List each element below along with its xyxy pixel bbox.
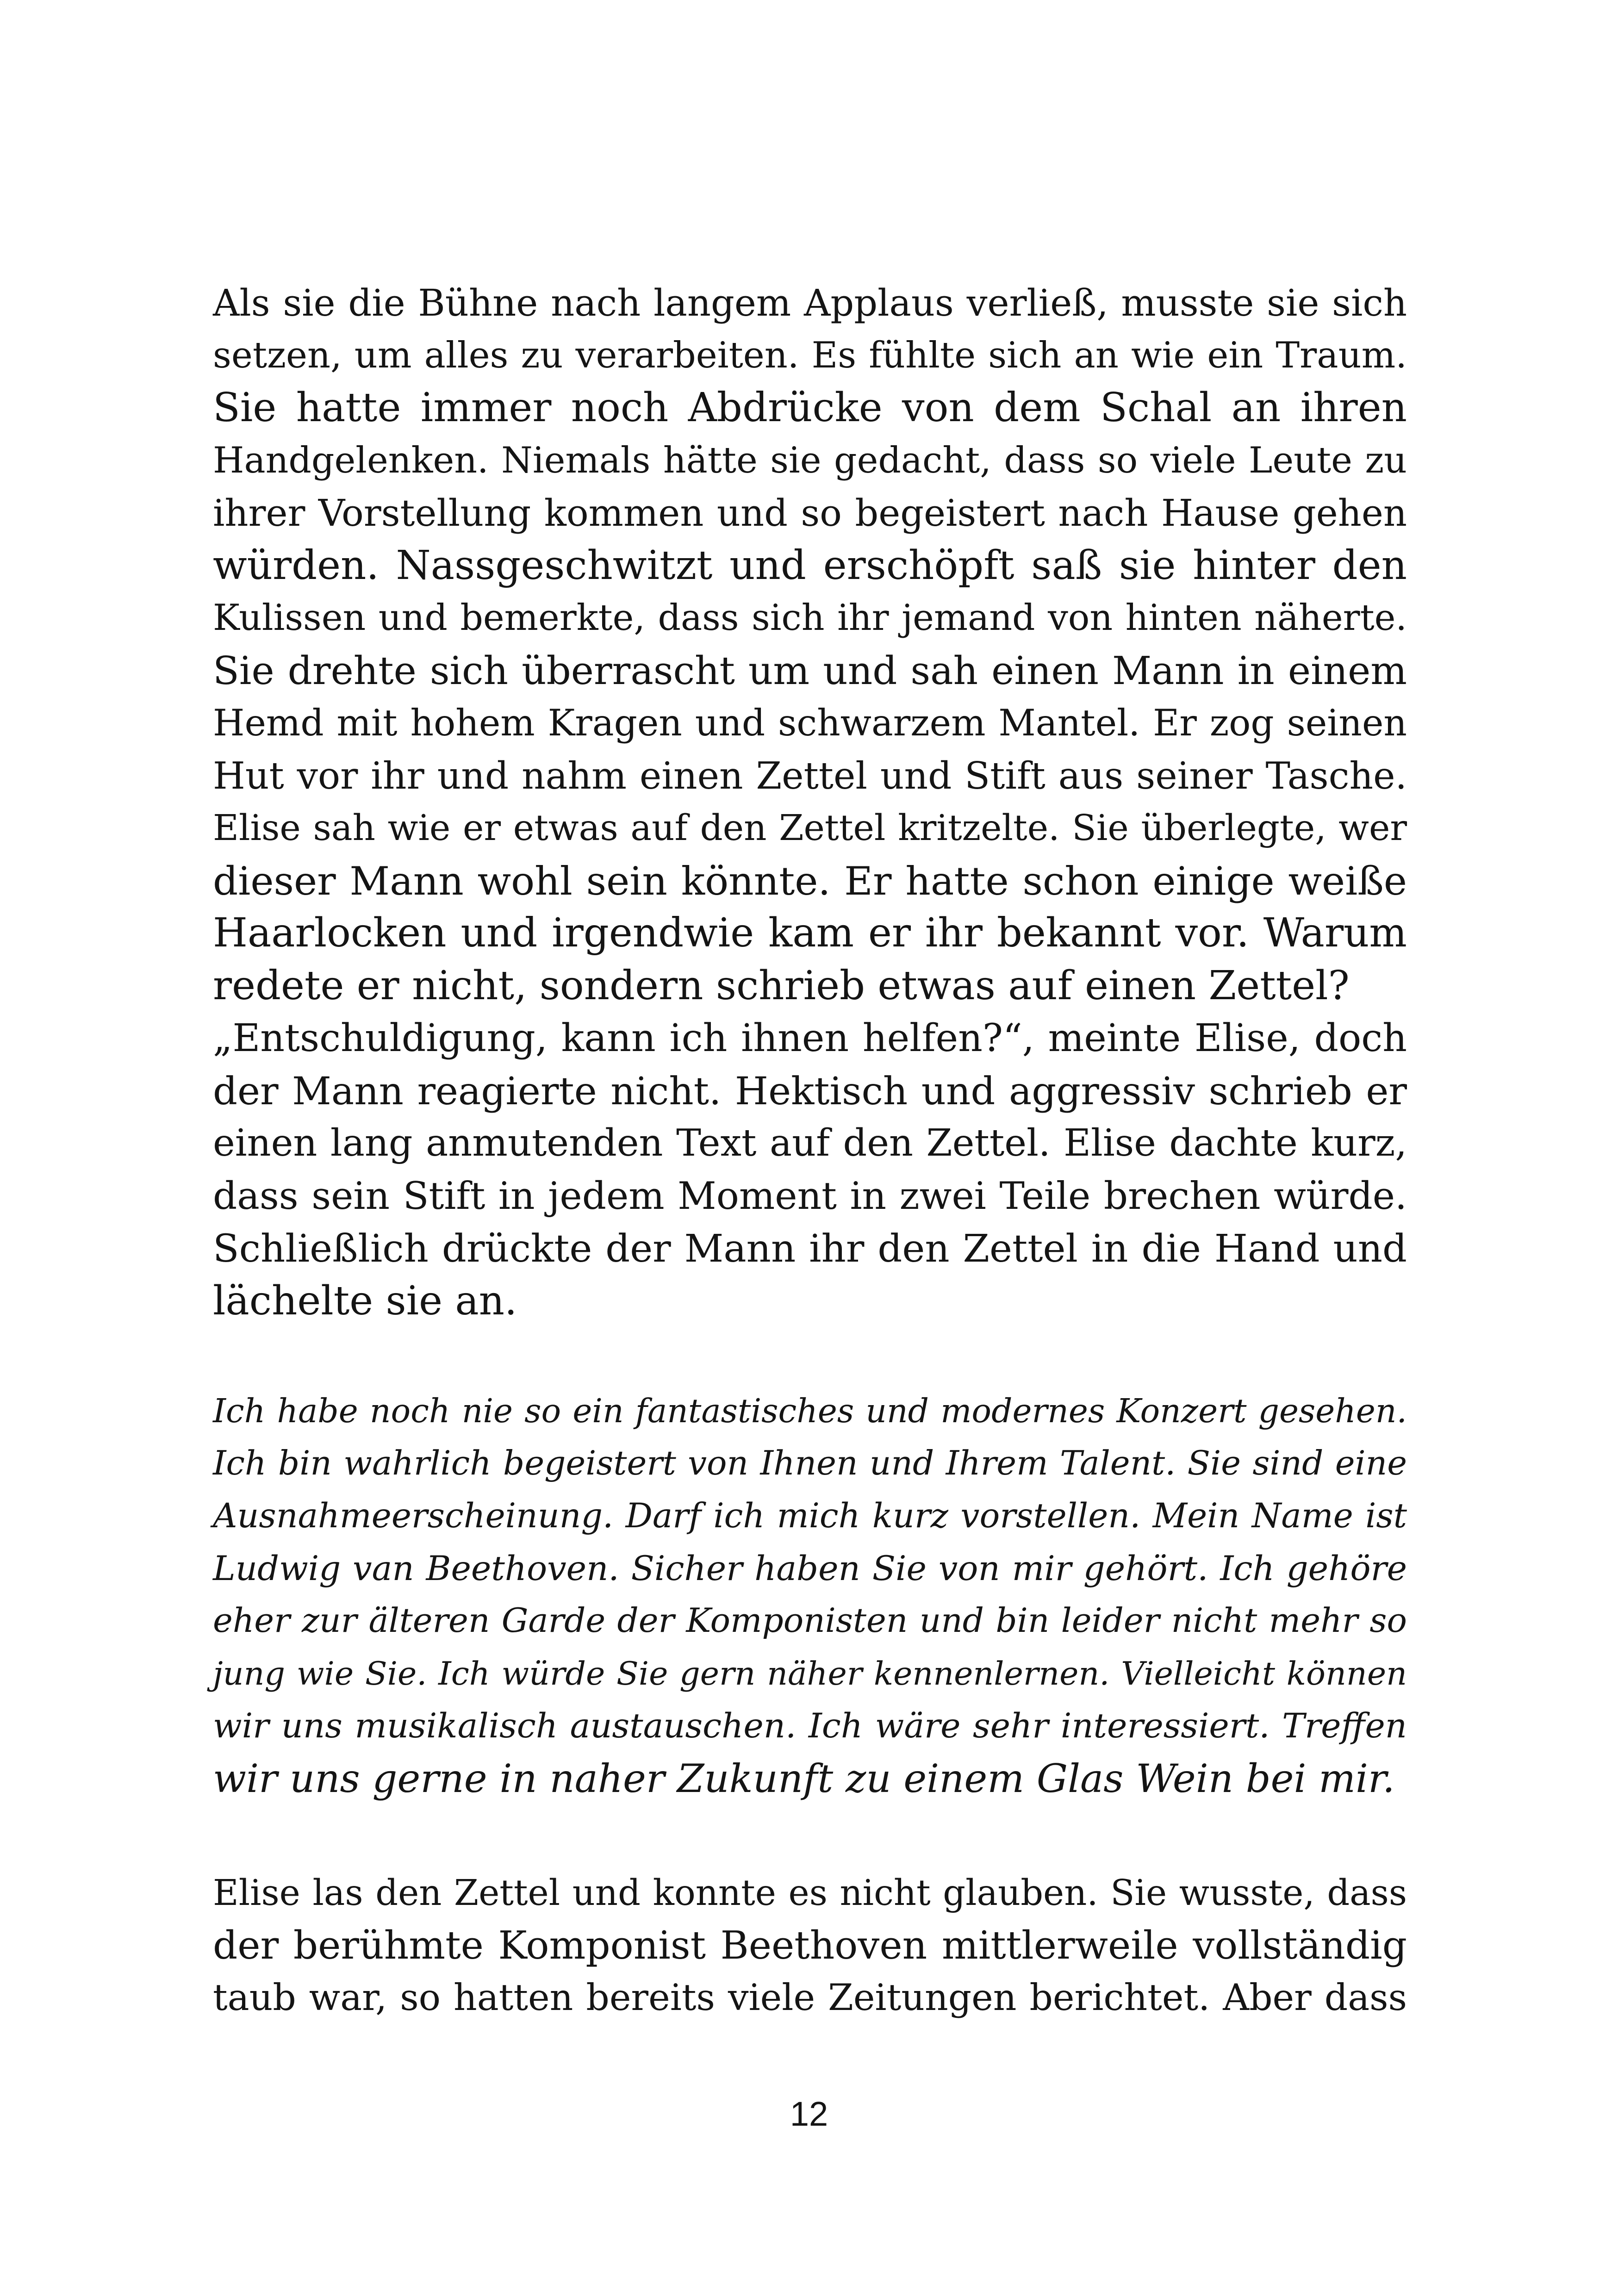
text-line: Haarlocken und irgendwie kam er ihr bekannt vor. Warum — [213, 910, 1407, 956]
text-line: Hut vor ihr und nahm einen Zettel und Stift aus seiner Tasche. — [213, 754, 1407, 797]
text-line: setzen, um alles zu verarbeiten. Es fühlte sich an wie ein Traum. — [213, 334, 1407, 376]
text-line: Hemd mit hohem Kragen und schwarzem Mantel. Er zog seinen — [213, 702, 1407, 744]
text-line: eher zur älteren Garde der Komponisten und bin leider nicht mehr so — [213, 1601, 1407, 1640]
text-line: jung wie Sie. Ich würde Sie gern näher kennenlernen. Vielleicht können — [213, 1655, 1407, 1692]
text-line: redete er nicht, sondern schrieb etwas auf einen Zettel? — [213, 962, 1350, 1009]
beethoven-note — [213, 1385, 1407, 1805]
text-line: dieser Mann wohl sein könnte. Er hatte schon einige weiße — [213, 858, 1407, 904]
text-line: Schließlich drückte der Mann ihr den Zettel in die Hand und — [213, 1226, 1407, 1271]
text-line: „Entschuldigung, kann ich ihnen helfen?“, meinte Elise, doch — [213, 1016, 1407, 1060]
text-line: Handgelenken. Niemals hätte sie gedacht, dass so viele Leute zu — [213, 439, 1407, 481]
text-line: der berühmte Komponist Beethoven mittlerweile vollständig — [213, 1923, 1407, 1968]
paragraph-2 — [213, 1867, 1407, 2024]
paragraph-1 — [213, 277, 1407, 1327]
text-line: taub war, so hatten bereits viele Zeitungen berichtet. Aber dass — [213, 1976, 1407, 2019]
text-line: Sie hatte immer noch Abdrücke von dem Schal an ihren — [213, 385, 1407, 431]
text-line: lächelte sie an. — [213, 1277, 517, 1324]
text-line: Ausnahmeerscheinung. Darf ich mich kurz vorstellen. Mein Name ist — [213, 1496, 1407, 1536]
text-line: wir uns gerne in naher Zukunft zu einem Glas Wein bei mir. — [213, 1755, 1395, 1801]
text-line: Kulissen und bemerkte, dass sich ihr jemand von hinten näherte. — [213, 597, 1407, 639]
text-line: wir uns musikalisch austauschen. Ich wäre sehr interessiert. Treffen — [213, 1706, 1407, 1746]
text-line: ihrer Vorstellung kommen und so begeistert nach Hause gehen — [213, 492, 1407, 535]
text-line: Elise las den Zettel und konnte es nicht glauben. Sie wusste, dass — [213, 1872, 1407, 1913]
text-line: Ich habe noch nie so ein fantastisches und modernes Konzert gesehen. — [213, 1392, 1407, 1430]
text-line: Ludwig van Beethoven. Sicher haben Sie von mir gehört. Ich gehöre — [213, 1549, 1407, 1588]
text-line: Als sie die Bühne nach langem Applaus verließ, musste sie sich — [213, 281, 1407, 324]
text-line: einen lang anmutenden Text auf den Zettel. Elise dachte kurz, — [213, 1121, 1407, 1165]
page-number: 12 — [790, 2095, 828, 2133]
text-line: Sie drehte sich überrascht um und sah einen Mann in einem — [213, 648, 1407, 693]
text-line: Elise sah wie er etwas auf den Zettel kritzelte. Sie überlegte, wer — [213, 808, 1407, 849]
text-line: Ich bin wahrlich begeistert von Ihnen und Ihrem Talent. Sie sind eine — [213, 1444, 1407, 1483]
text-line: würden. Nassgeschwitzt und erschöpft saß sie hinter den — [213, 542, 1407, 589]
text-line: der Mann reagierte nicht. Hektisch und aggressiv schrieb er — [213, 1068, 1407, 1114]
text-line: dass sein Stift in jedem Moment in zwei Teile brechen würde. — [213, 1174, 1407, 1218]
